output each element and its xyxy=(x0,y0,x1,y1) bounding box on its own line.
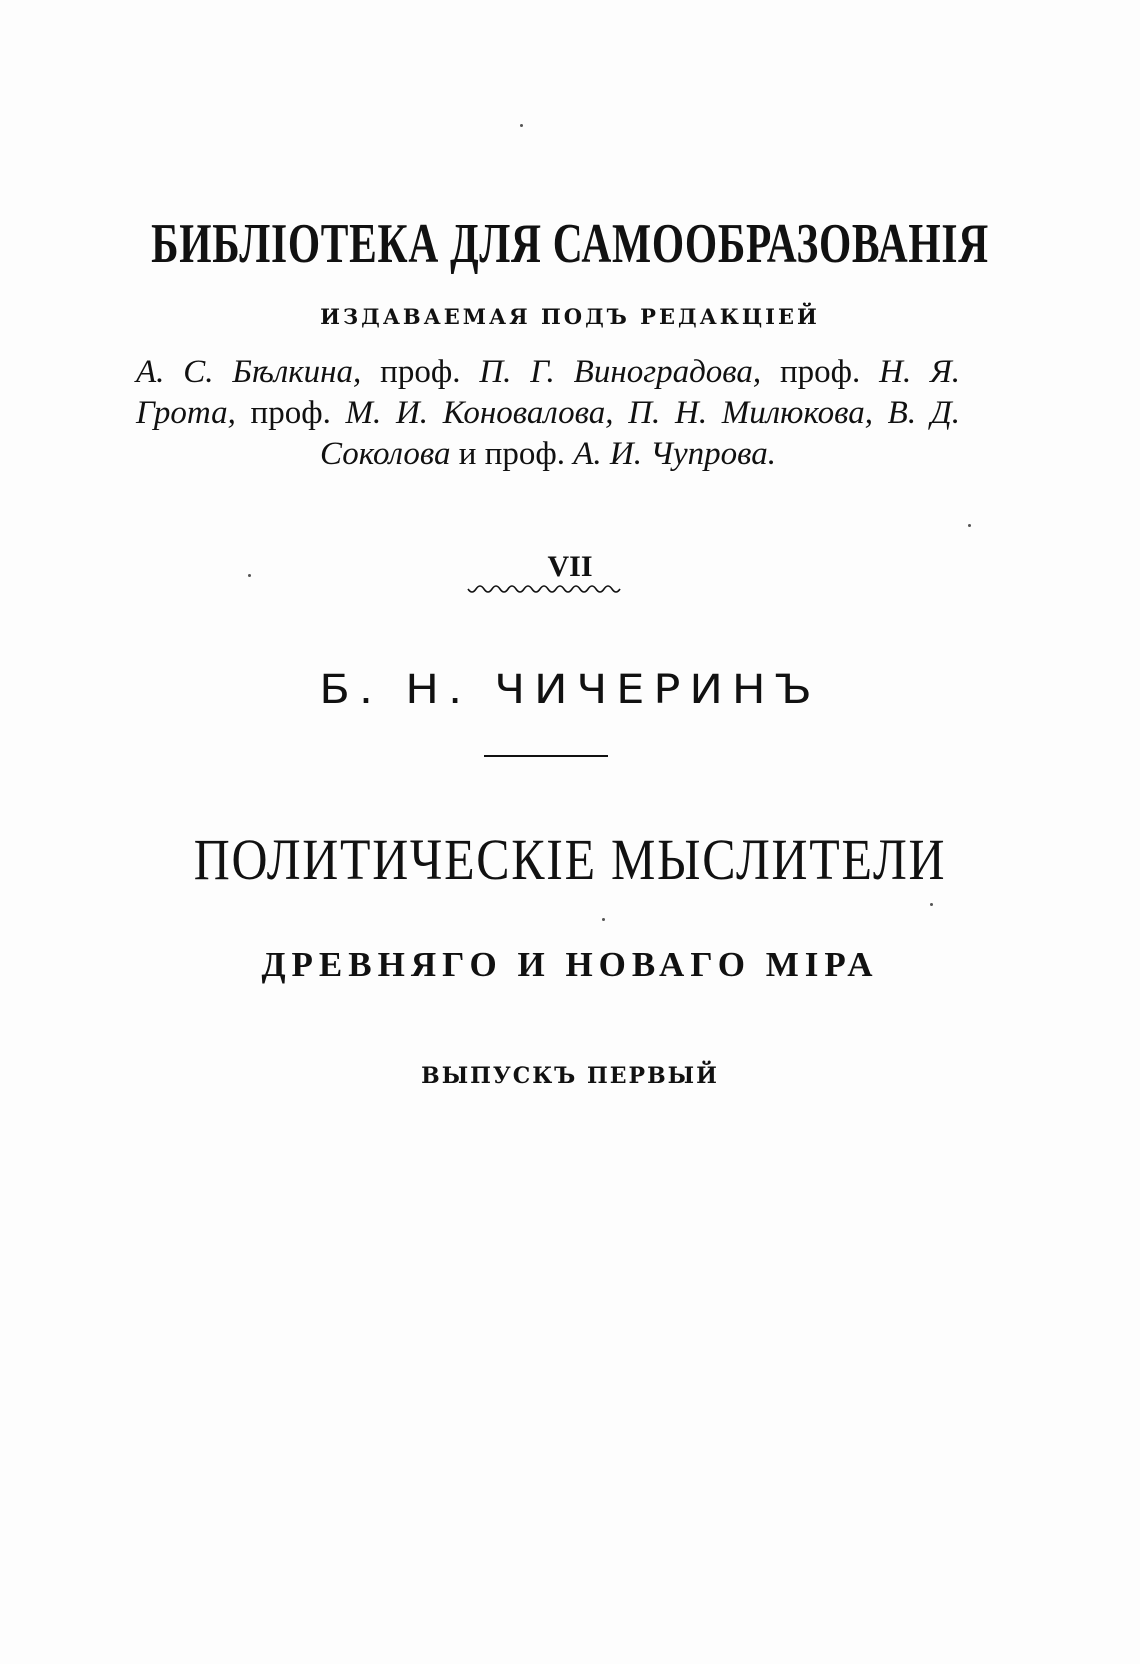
editor-name: Н. Я. Грота, xyxy=(136,354,961,431)
wavy-ornament xyxy=(466,584,626,598)
editor-name: В. Д. Соколова xyxy=(320,395,961,472)
editor-name: М. И. Коновалова, xyxy=(345,395,614,431)
editor-name: А. С. Бѣлкина, xyxy=(136,354,362,390)
volume-number: VII xyxy=(547,550,593,583)
editor-name: П. Г. Виноградова, xyxy=(479,354,762,390)
editor-name: П. Н. Милюкова, xyxy=(628,395,873,431)
book-title: ПОЛИТИЧЕСКІЕ МЫСЛИТЕЛИ xyxy=(193,827,947,892)
series-title: БИБЛІОТЕКА ДЛЯ САМООБРАЗОВАНІЯ xyxy=(151,213,989,275)
scan-speck xyxy=(520,124,523,127)
scan-speck xyxy=(968,524,971,527)
editor-conjunction: и проф. xyxy=(450,436,574,472)
editors-list xyxy=(136,352,960,475)
editor-prof-text: проф. xyxy=(761,354,880,390)
editor-prof-text: проф. xyxy=(361,354,480,390)
editor-name: А. И. Чупрова. xyxy=(573,436,776,472)
book-subtitle: ДРЕВНЯГО И НОВАГО МІРА xyxy=(261,945,879,984)
editor-prof-text: проф. xyxy=(235,395,346,431)
divider-rule xyxy=(484,755,608,757)
scan-speck xyxy=(930,903,933,906)
scan-speck xyxy=(602,918,605,921)
issue-label: ВЫПУСКЪ ПЕРВЫЙ xyxy=(421,1063,719,1089)
edited-by-line: ИЗДАВАЕМАЯ ПОДЪ РЕДАКЦІЕЙ xyxy=(320,304,820,329)
author-name: Б. Н. ЧИЧЕРИНЪ xyxy=(319,667,821,713)
